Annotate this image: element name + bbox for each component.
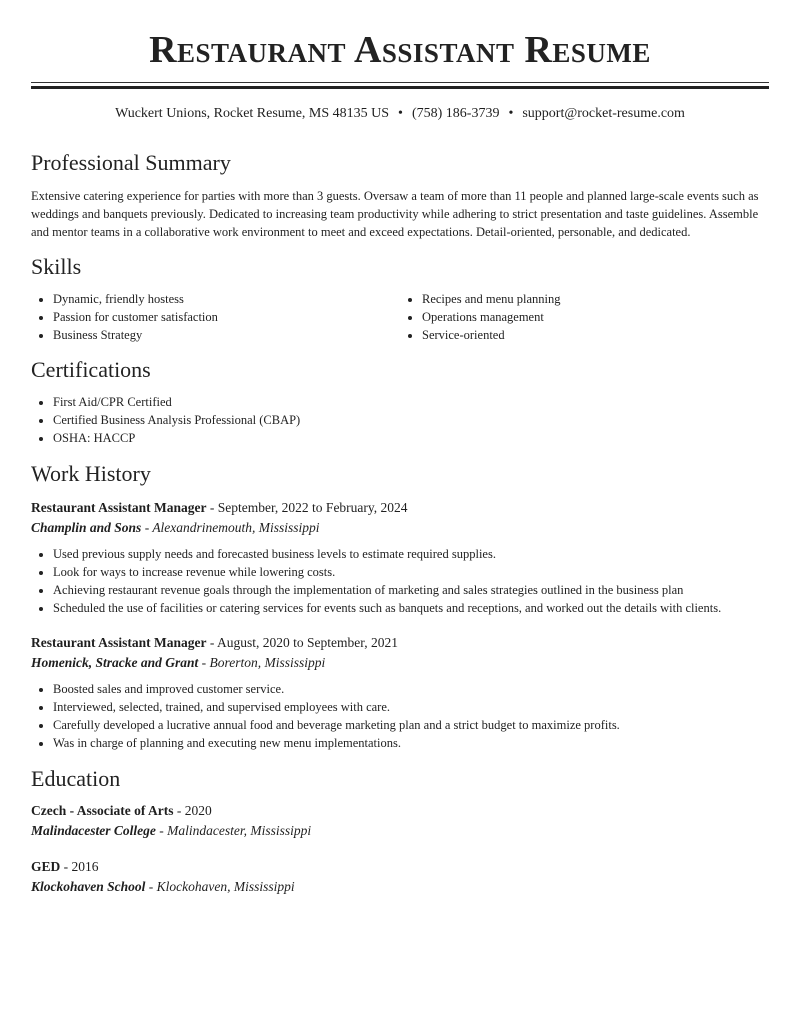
education-year: - 2016	[60, 859, 99, 874]
resume-title: Restaurant Assistant Resume	[149, 29, 651, 71]
education-degree-line	[31, 802, 769, 820]
education-entry	[31, 858, 769, 896]
job-bullet: • Carefully developed a lucrative annual food and beverage marketing plan and a strict budget to maximize profits.	[53, 716, 769, 734]
job-bullets	[31, 545, 769, 617]
skill-item: • Operations management	[422, 308, 769, 326]
contact-separator: •	[398, 106, 403, 121]
skill-item: • Business Strategy	[53, 326, 400, 344]
education-school: Klockohaven School	[31, 879, 146, 894]
title-rule-thick	[31, 86, 769, 89]
job-location: - Borerton, Mississippi	[198, 655, 326, 670]
job-bullet: • Look for ways to increase revenue while lowering costs.	[53, 563, 769, 581]
job-entry	[31, 499, 769, 617]
skills-heading: Skills	[31, 254, 82, 279]
contact-email: support@rocket-resume.com	[522, 106, 685, 121]
skill-item: • Recipes and menu planning	[422, 290, 769, 308]
skill-item: • Service-oriented	[422, 326, 769, 344]
job-company-line	[31, 519, 769, 537]
education-location: - Malindacester, Mississippi	[155, 823, 312, 838]
education-school-line	[31, 822, 769, 840]
skill-item: • Passion for customer satisfaction	[53, 308, 400, 326]
education-heading: Education	[31, 766, 121, 791]
contact-phone: (758) 186-3739	[411, 106, 500, 121]
job-company-line	[31, 654, 769, 672]
education-location: - Klockohaven, Mississippi	[145, 879, 295, 894]
job-entry	[31, 634, 769, 752]
summary-heading: Professional Summary	[31, 150, 231, 175]
skills-list	[31, 290, 769, 344]
education-year: - 2020	[173, 803, 212, 818]
skill-item: • Dynamic, friendly hostess	[53, 290, 400, 308]
job-role: Restaurant Assistant Manager	[31, 635, 207, 650]
job-title-line	[31, 634, 769, 652]
certification-item: • First Aid/CPR Certified	[53, 393, 769, 411]
job-bullets	[31, 680, 769, 752]
job-dates: - August, 2020 to September, 2021	[206, 635, 398, 650]
job-location: - Alexandrinemouth, Mississippi	[141, 520, 320, 535]
education-entry	[31, 802, 769, 840]
contact-separator: •	[508, 106, 514, 121]
job-bullet: • Used previous supply needs and forecasted business levels to estimate required supplies.	[53, 545, 769, 563]
job-title-line	[31, 499, 769, 517]
job-company: Champlin and Sons	[31, 520, 142, 535]
resume-page	[31, 0, 769, 896]
skills-column-left	[31, 290, 400, 344]
job-company: Homenick, Stracke and Grant	[31, 655, 199, 670]
summary-text: Extensive catering experience for parties with more than 3 guests. Oversaw a team of more than 11 people and planned large-scale events such as weddings and banquets previously. Dedicated to increasing team productivity while adhering to strict presentation and taste guidelines. Assemble and mentor teams in a collaborative work environment to meet and exceed expectations. Detail-oriented, personable, and dedicated.	[31, 189, 759, 239]
contact-address: Wuckert Unions, Rocket Resume, MS 48135 US	[115, 106, 390, 121]
education-degree: Czech - Associate of Arts	[31, 803, 174, 818]
education-degree-line	[31, 858, 769, 876]
certifications-list	[31, 393, 769, 447]
certifications-heading: Certifications	[31, 357, 151, 382]
education-degree: GED	[31, 859, 61, 874]
job-bullet: • Scheduled the use of facilities or catering services for events such as banquets and receptions, and worked out the details with clients.	[53, 599, 769, 617]
certification-item: • OSHA: HACCP	[53, 429, 769, 447]
job-role: Restaurant Assistant Manager	[31, 500, 207, 515]
education-school: Malindacester College	[31, 823, 156, 838]
job-bullet: • Was in charge of planning and executing new menu implementations.	[53, 734, 769, 752]
skills-column-right	[400, 290, 769, 344]
certification-item: • Certified Business Analysis Professional (CBAP)	[53, 411, 769, 429]
education-school-line	[31, 878, 769, 896]
contact-line	[31, 106, 769, 122]
job-dates: - September, 2022 to February, 2024	[206, 500, 408, 515]
job-bullet: • Boosted sales and improved customer service.	[53, 680, 769, 698]
title-rule-thin	[31, 82, 769, 83]
job-bullet: • Interviewed, selected, trained, and supervised employees with care.	[53, 698, 769, 716]
job-bullet: • Achieving restaurant revenue goals through the implementation of marketing and sales strategies outlined in the business plan	[53, 581, 769, 599]
work-history-heading: Work History	[31, 461, 151, 486]
